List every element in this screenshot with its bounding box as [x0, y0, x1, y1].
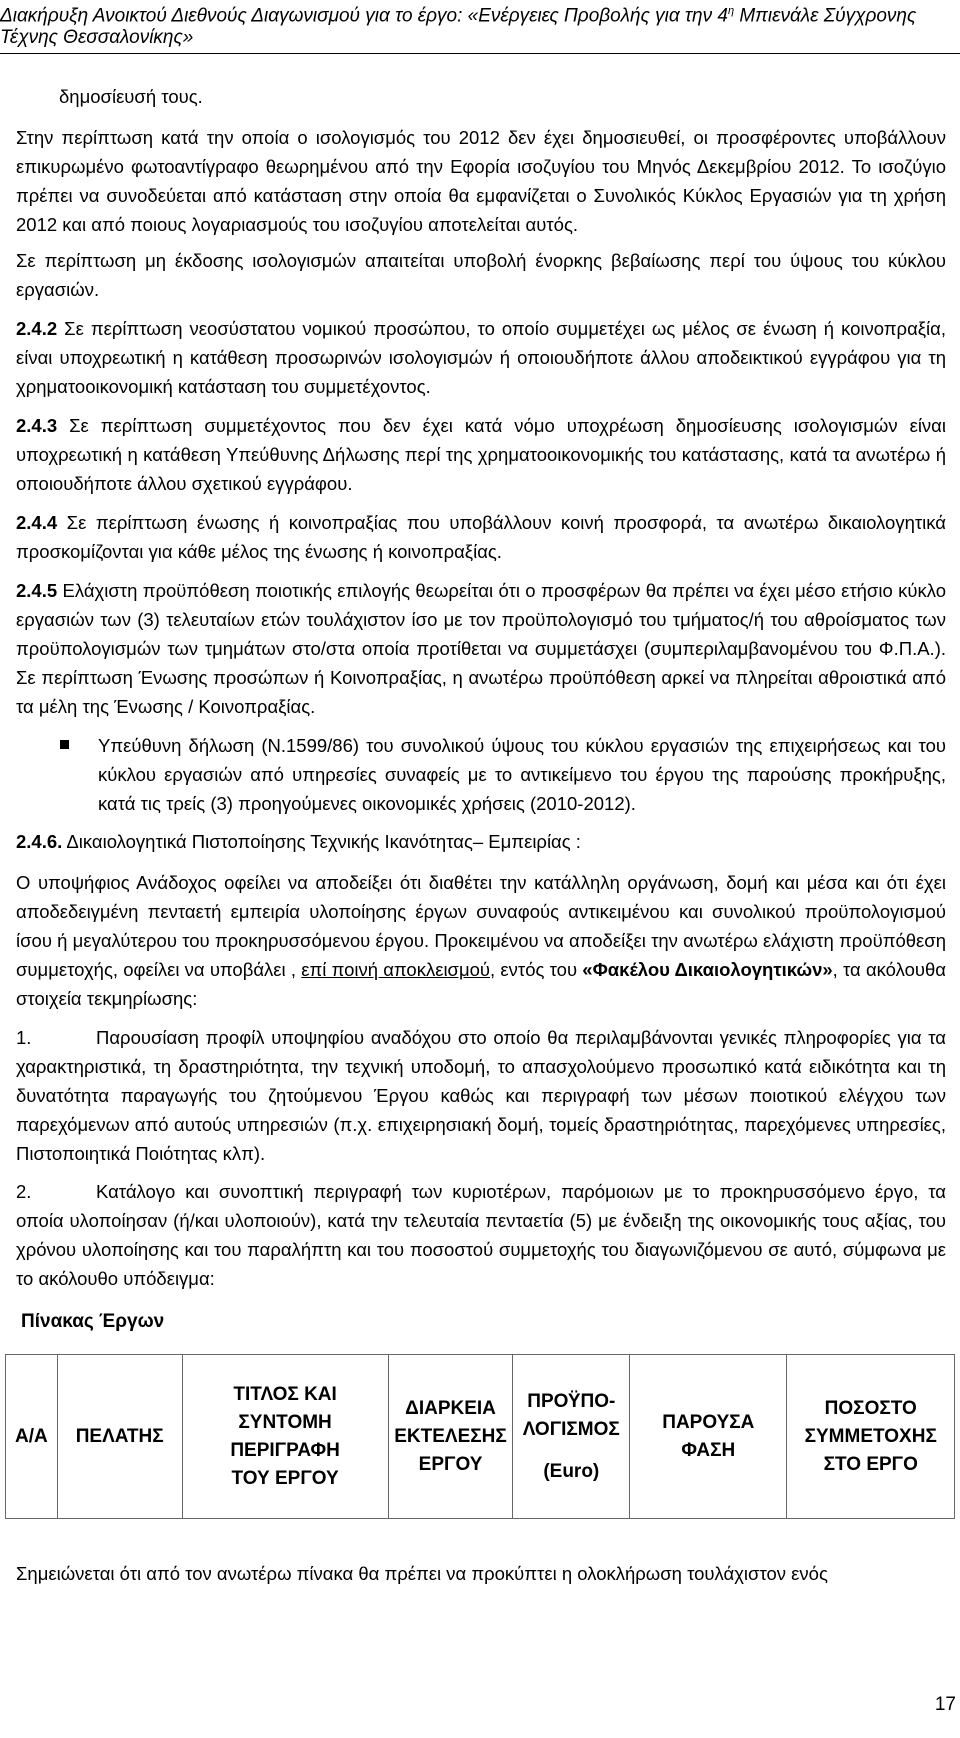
- paragraph-note: Σημειώνεται ότι από τον ανωτέρω πίνακα θα πρέπει να προκύπτει η ολοκλήρωση τουλάχιστον ενός: [16, 1563, 828, 1584]
- header-superscript: η: [727, 5, 735, 17]
- bold-text: «Φακέλου Δικαιολογητικών»: [582, 959, 833, 980]
- header-label: (Euro): [543, 1460, 600, 1482]
- header-label: ΠΑΡΟΥΣΑ: [662, 1411, 755, 1433]
- header-label: ΠΕΡΙΓΡΑΦΗ: [230, 1439, 340, 1461]
- list-text: Παρουσίαση προφίλ υποψηφίου αναδόχου στο οποίο θα περιλαμβάνονται γενικές πληροφορίες για τα χαρακτηριστικά, τη δραστηριότητα, την τεχνική υποδομή, το απασχολούμενο προσωπικό κατά ειδικότητα και τη δυνατότητα παραγωγής του ζητούμενου Έργου καθώς και περιγραφή των μέσων ποιοτικού ελέγχου των παρεχόμενων από αυτούς υπηρεσιών (π.χ. επιχειρησιακή δομή, τομείς δραστηριότητας, παρεχόμενες υπηρεσίες, Πιστοποιητικά Ποιότητας κλπ).: [16, 1027, 946, 1164]
- header-label: Α/Α: [15, 1425, 48, 1447]
- underlined-text: επί ποινή αποκλεισμού: [301, 959, 491, 980]
- paragraph-balance-sheet: Στην περίπτωση κατά την οποία ο ισολογισμός του 2012 δεν έχει δημοσιευθεί, οι προσφέροντες υποβάλλουν επικυρωμένο φωτοαντίγραφο θεωρημένου από την Εφορία ισοζυγίου του Μηνός Δεκεμβρίου 2012. Το ισοζύγιο πρέπει να συνοδεύεται από κατάσταση στην οποία θα εμφανίζεται ο Συνολικός Κύκλος Εργασιών για τη χρήση 2012 και από ποιους λογαριασμούς του ισοζυγίου αποτελείται αυτός.: [16, 127, 946, 235]
- section-number: 2.4.2: [16, 318, 58, 339]
- section-2-4-2: [16, 314, 946, 401]
- header-title: [182, 1355, 388, 1519]
- header-budget: [513, 1355, 630, 1519]
- header-label: ΠΕΛΑΤΗΣ: [75, 1425, 164, 1447]
- page-header: [0, 0, 960, 54]
- works-table: [5, 1354, 955, 1519]
- header-label: ΠΟΣΟΣΤΟ: [824, 1397, 917, 1419]
- list-number: 1.: [16, 1027, 32, 1048]
- section-number: 2.4.6.: [16, 831, 63, 852]
- list-text: Κατάλογο και συνοπτική περιγραφή των κυριοτέρων, παρόμοιων με το προκηρυσσόμενο έργο, τα οποία υλοποίησαν (ή/και υλοποιούν), κατά την τελευταία πενταετία (5) με ένδειξη της οικονομικής τους αξίας, του χρόνου υλοποίησης και του παραλήπτη και του ποσοστού συμμετοχής του διαγωνιζόμενου σε αυτό, σύμφωνα με το ακόλουθο υπόδειγμα:: [16, 1181, 946, 1289]
- page-number: 17: [934, 1694, 956, 1715]
- list-number: 2.: [16, 1181, 32, 1202]
- header-label: ΕΡΓΟΥ: [418, 1453, 483, 1475]
- header-share: [787, 1355, 955, 1519]
- section-text: Ελάχιστη προϋπόθεση ποιοτικής επιλογής θεωρείται ότι ο προσφέρων θα πρέπει να έχει μέσο ετήσιο κύκλο εργασιών των (3) τελευταίων ετών τουλάχιστον ίσο με τον προϋπολογισμό του τμήματος/ή του αθροίσματος των προϋπολογισμών των τμημάτων στο/στα οποία προτίθεται να συμμετάσχει (συμπεριλαμβανομένου του Φ.Π.Α.). Σε περίπτωση Ένωσης προσώπων ή Κοινοπραξίας, η ανωτέρω προϋπόθεση αρκεί να πληρείται αθροιστικά από τα μέλη της Ένωσης / Κοινοπραξίας.: [16, 580, 946, 717]
- header-text: Διακήρυξη Ανοικτού Διεθνούς Διαγωνισμού για το έργο: «Ενέργειες Προβολής για την 4: [0, 5, 728, 27]
- section-number: 2.4.5: [16, 580, 58, 601]
- intro-text-c: , τα ακόλουθα στοιχεία τεκμηρίωσης:: [16, 959, 946, 1009]
- paragraph-technical-capacity: [16, 868, 946, 1013]
- header-aa: [6, 1355, 58, 1519]
- square-bullet-icon: [60, 740, 69, 749]
- section-number: 2.4.3: [16, 415, 58, 436]
- section-2-4-6-heading: [16, 827, 946, 856]
- section-number: 2.4.4: [16, 512, 58, 533]
- section-text: Σε περίπτωση ένωσης ή κοινοπραξίας που υποβάλλουν κοινή προσφορά, τα ανωτέρω δικαιολογητικά προσκομίζονται για κάθε μέλος της ένωσης ή κοινοπραξίας.: [16, 512, 946, 562]
- header-label: ΤΙΤΛΟΣ ΚΑΙ: [233, 1383, 337, 1405]
- list-item-2: [16, 1177, 946, 1293]
- paragraph-no-balance-sheet: Σε περίπτωση μη έκδοσης ισολογισμών απαιτείται υποβολή ένορκης βεβαίωσης περί του ύψους του κύκλου εργασιών.: [16, 250, 946, 300]
- header-label: ΦΑΣΗ: [681, 1439, 736, 1461]
- header-label: ΣΥΜΜΕΤΟΧΗΣ: [804, 1425, 937, 1447]
- header-label: ΔΙΑΡΚΕΙΑ: [405, 1397, 496, 1419]
- header-text-rest: Μπιενάλε Σύγχρονης Τέχνης Θεσσαλονίκης»: [0, 5, 917, 49]
- section-text: Σε περίπτωση νεοσύστατου νομικού προσώπου, το οποίο συμμετέχει ως μέλος σε ένωση ή κοινοπραξία, είναι υποχρεωτική η κατάθεση προσωρινών ισολογισμών ή οποιουδήποτε άλλου αποδεικτικού εγγράφου για τη χρηματοοικονομική κατάσταση του συμμετέχοντος.: [16, 318, 946, 397]
- intro-text-b: , εντός του: [490, 959, 583, 980]
- header-label: ΕΚΤΕΛΕΣΗΣ: [394, 1425, 507, 1447]
- header-label: ΤΟΥ ΕΡΓΟΥ: [231, 1467, 339, 1489]
- list-item-1: [16, 1023, 946, 1168]
- header-phase: [630, 1355, 787, 1519]
- section-2-4-4: [16, 508, 946, 566]
- header-label: ΛΟΓΙΣΜΟΣ: [522, 1418, 620, 1440]
- section-2-4-3: [16, 411, 946, 498]
- section-text: Σε περίπτωση συμμετέχοντος που δεν έχει κατά νόμο υποχρέωση δημοσίευσης ισολογισμών είναι υποχρεωτική η κατάθεση Υπεύθυνης Δήλωσης περί της χρηματοοικονομικής του κατάστασης, κατά τα ανωτέρω ή οποιουδήποτε άλλου σχετικού εγγράφου.: [16, 415, 946, 494]
- intro-text: Ο υποψήφιος Ανάδοχος οφείλει να αποδείξει ότι διαθέτει την κατάλληλη οργάνωση, δομή και μέσα και ότι έχει αποδεδειγμένη πενταετή εμπειρία υλοποίησης έργων συναφούς αντικειμένου και συνολικού προϋπολογισμού ίσου ή μεγαλύτερου του προκηρυσσόμενου έργου. Προκειμένου να αποδείξει την ανωτέρω ελάχιστη προϋπόθεση συμμετοχής, οφείλει να υποβάλει ,: [16, 872, 946, 980]
- paragraph-continuation: δημοσίευσή τους.: [59, 86, 203, 107]
- header-duration: [388, 1355, 513, 1519]
- section-title: Δικαιολογητικά Πιστοποίησης Τεχνικής Ικανότητας– Εμπειρίας :: [62, 831, 581, 852]
- bullet-item: [16, 731, 946, 818]
- table-header-row: [6, 1355, 955, 1519]
- section-2-4-5: [16, 576, 946, 721]
- header-label: ΣΤΟ ΕΡΓΟ: [823, 1453, 918, 1475]
- document-body: [16, 82, 946, 1607]
- header-client: [57, 1355, 182, 1519]
- table-caption: Πίνακας Έργων: [21, 1311, 165, 1332]
- header-label: ΠΡΟΫΠΟ-: [527, 1390, 616, 1412]
- header-label: ΣΥΝΤΟΜΗ: [238, 1411, 332, 1433]
- bullet-text: Υπεύθυνη δήλωση (Ν.1599/86) του συνολικού ύψους του κύκλου εργασιών της επιχειρήσεως και του κύκλου εργασιών από υπηρεσίες συναφείς με το αντικείμενο του έργου της παρούσης προκήρυξης, κατά τις τρείς (3) προηγούμενες οικονομικές χρήσεις (2010-2012).: [98, 735, 946, 814]
